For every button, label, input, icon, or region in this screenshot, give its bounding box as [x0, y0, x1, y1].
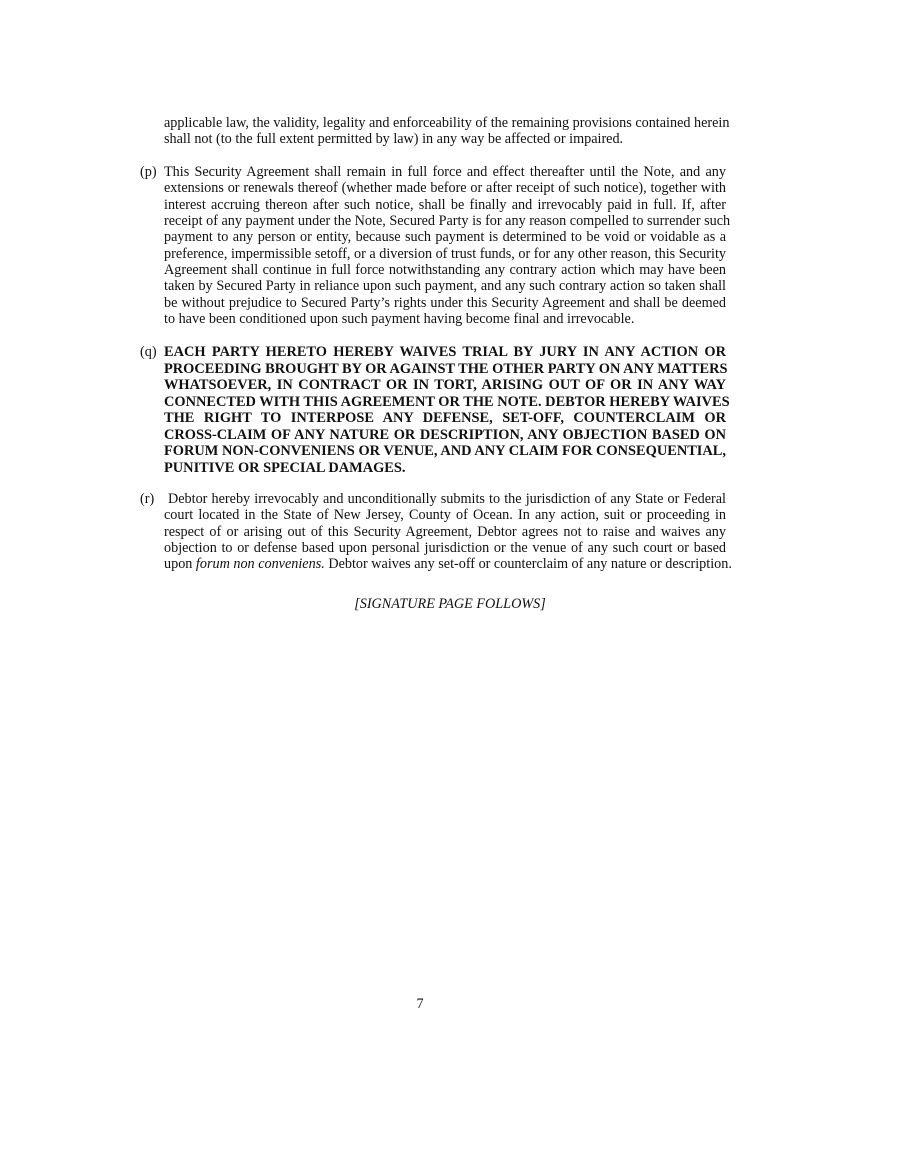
text-line: shall not (to the full extent permitted by law) in any way be affected or impaired.	[164, 131, 624, 148]
text-line: PROCEEDING BROUGHT BY OR AGAINST THE OTHER PARTY ON ANY MATTERS	[164, 360, 728, 377]
text-line: applicable law, the validity, legality and enforceability of the remaining provisions contained herein	[164, 115, 730, 131]
italic-term: forum non conveniens.	[195, 556, 325, 573]
text-line: receipt of any payment under the Note, Secured Party is for any reason compelled to surrender such	[164, 213, 731, 230]
section-label-p: (p)	[140, 164, 157, 180]
text-line: Debtor hereby irrevocably and unconditionally submits to the jurisdiction of any State or Federal	[168, 491, 726, 507]
text-line: This Security Agreement shall remain in full force and effect thereafter until the Note, and any	[164, 164, 726, 180]
text-span: upon	[164, 556, 196, 573]
section-q-paragraph	[164, 344, 730, 476]
text-line: payment to any person or entity, because such payment is determined to be void or voidable as a	[164, 229, 726, 246]
text-line: objection to or defense based upon personal jurisdiction or the venue of any such court or based	[164, 540, 726, 557]
text-line: be without prejudice to Secured Party’s rights under this Security Agreement and shall be deemed	[164, 294, 726, 311]
text-line: FORUM NON-CONVENIENS OR VENUE, AND ANY CLAIM FOR CONSEQUENTIAL,	[164, 443, 726, 459]
text-line: extensions or renewals thereof (whether made before or after receipt of such notice), together with	[164, 180, 726, 197]
continuation-paragraph	[164, 115, 730, 148]
text-line: interest accruing thereon after such notice, shall be finally and irrevocably paid in full. If, after	[164, 196, 726, 213]
text-line: PUNITIVE OR SPECIAL DAMAGES.	[164, 459, 406, 476]
text-line: Agreement shall continue in full force notwithstanding any contrary action which may have been	[164, 262, 726, 279]
text-line: taken by Secured Party in reliance upon such payment, and any such contrary action so taken shall	[164, 278, 726, 295]
text-span: Debtor waives any set-off or counterclaim of any nature or description.	[324, 556, 732, 573]
text-line: preference, impermissible setoff, or a diversion of trust funds, or for any other reason, this Security	[164, 245, 726, 262]
section-p-paragraph	[164, 164, 731, 328]
text-line: THE RIGHT TO INTERPOSE ANY DEFENSE, SET-OFF, COUNTERCLAIM OR	[164, 410, 726, 426]
text-line: WHATSOEVER, IN CONTRACT OR IN TORT, ARISING OUT OF OR IN ANY WAY	[164, 377, 726, 393]
text-line: CROSS-CLAIM OF ANY NATURE OR DESCRIPTION, ANY OBJECTION BASED ON	[164, 426, 726, 443]
text-line: court located in the State of New Jersey, County of Ocean. In any action, suit or proceeding in	[164, 507, 726, 524]
text-line	[164, 556, 732, 573]
text-line: CONNECTED WITH THIS AGREEMENT OR THE NOTE. DEBTOR HEREBY WAIVES	[164, 393, 730, 410]
section-r-paragraph	[164, 491, 732, 573]
page-number: 7	[416, 996, 424, 1012]
text-line: respect of or arising out of this Security Agreement, Debtor agrees not to raise and waives any	[164, 523, 726, 540]
text-line: EACH PARTY HERETO HEREBY WAIVES TRIAL BY JURY IN ANY ACTION OR	[164, 344, 726, 360]
section-label-r: (r)	[140, 491, 155, 507]
section-label-q: (q)	[140, 344, 157, 360]
text-line: to have been conditioned upon such payment having become final and irrevocable.	[164, 311, 635, 328]
signature-page-note: [SIGNATURE PAGE FOLLOWS]	[354, 596, 546, 612]
